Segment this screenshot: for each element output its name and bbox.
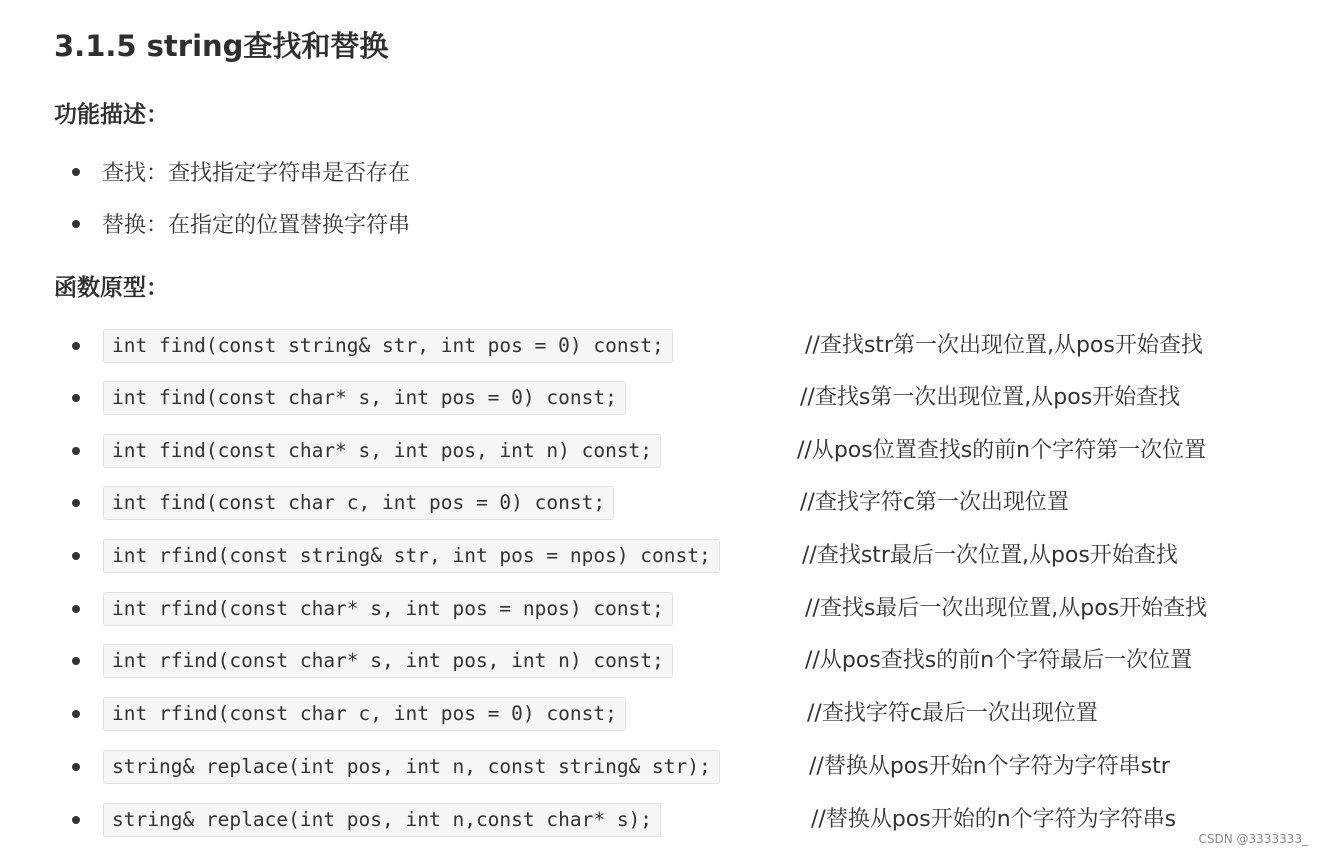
bullet-dot (72, 499, 80, 507)
bullet-dot (72, 220, 80, 228)
code-comment: //查找字符c第一次出现位置 (800, 490, 1069, 515)
bullet-dot (72, 763, 80, 771)
section-title: 3.1.5 string查找和替换 (54, 29, 389, 63)
code-snippet: int find(const char* s, int pos, int n) const; (103, 434, 661, 468)
function-row (72, 486, 1312, 520)
description-text: 查找：查找指定字符串是否存在 (102, 161, 411, 186)
bullet-dot (72, 394, 80, 402)
code-comment: //查找str第一次出现位置,从pos开始查找 (805, 333, 1203, 358)
code-comment: //查找s第一次出现位置,从pos开始查找 (800, 385, 1181, 410)
bullet-dot (72, 447, 80, 455)
bullet-dot (72, 605, 80, 613)
function-row (72, 592, 1312, 626)
description-item-replace (72, 208, 410, 239)
bullet-dot (72, 342, 80, 350)
feature-description-heading: 功能描述： (54, 102, 169, 128)
code-comment: //替换从pos开始n个字符为字符串str (809, 754, 1170, 779)
function-row (72, 434, 1312, 468)
code-snippet: int find(const string& str, int pos = 0) const; (103, 329, 673, 363)
bullet-dot (72, 657, 80, 665)
description-text: 替换：在指定的位置替换字符串 (102, 213, 411, 238)
code-snippet: int rfind(const char c, int pos = 0) const; (103, 697, 626, 731)
function-row (72, 803, 1312, 837)
function-row (72, 644, 1312, 678)
function-row (72, 381, 1312, 415)
code-snippet: string& replace(int pos, int n,const char* s); (103, 803, 661, 837)
bullet-dot (72, 168, 80, 176)
code-snippet: int rfind(const char* s, int pos, int n) const; (103, 644, 673, 678)
description-item-find (72, 156, 410, 187)
code-comment: //从pos位置查找s的前n个字符第一次位置 (797, 438, 1207, 463)
code-comment: //从pos查找s的前n个字符最后一次位置 (805, 648, 1193, 673)
code-comment: //替换从pos开始的n个字符为字符串s (811, 807, 1177, 832)
function-row (72, 750, 1312, 784)
code-snippet: string& replace(int pos, int n, const string& str); (103, 750, 720, 784)
code-comment: //查找str最后一次位置,从pos开始查找 (802, 543, 1178, 568)
bullet-dot (72, 710, 80, 718)
function-prototype-heading: 函数原型： (54, 275, 169, 301)
bullet-dot (72, 552, 80, 560)
code-snippet: int rfind(const char* s, int pos = npos) const; (103, 592, 673, 626)
function-row (72, 539, 1312, 573)
bullet-dot (72, 816, 80, 824)
code-snippet: int find(const char* s, int pos = 0) const; (103, 381, 626, 415)
code-comment: //查找字符c最后一次出现位置 (807, 701, 1098, 726)
code-snippet: int find(const char c, int pos = 0) const; (103, 486, 614, 520)
function-row (72, 329, 1312, 363)
code-snippet: int rfind(const string& str, int pos = npos) const; (103, 539, 720, 573)
watermark-text: CSDN @3333333_ (1198, 832, 1308, 846)
code-comment: //查找s最后一次出现位置,从pos开始查找 (805, 596, 1208, 621)
function-row (72, 697, 1312, 731)
